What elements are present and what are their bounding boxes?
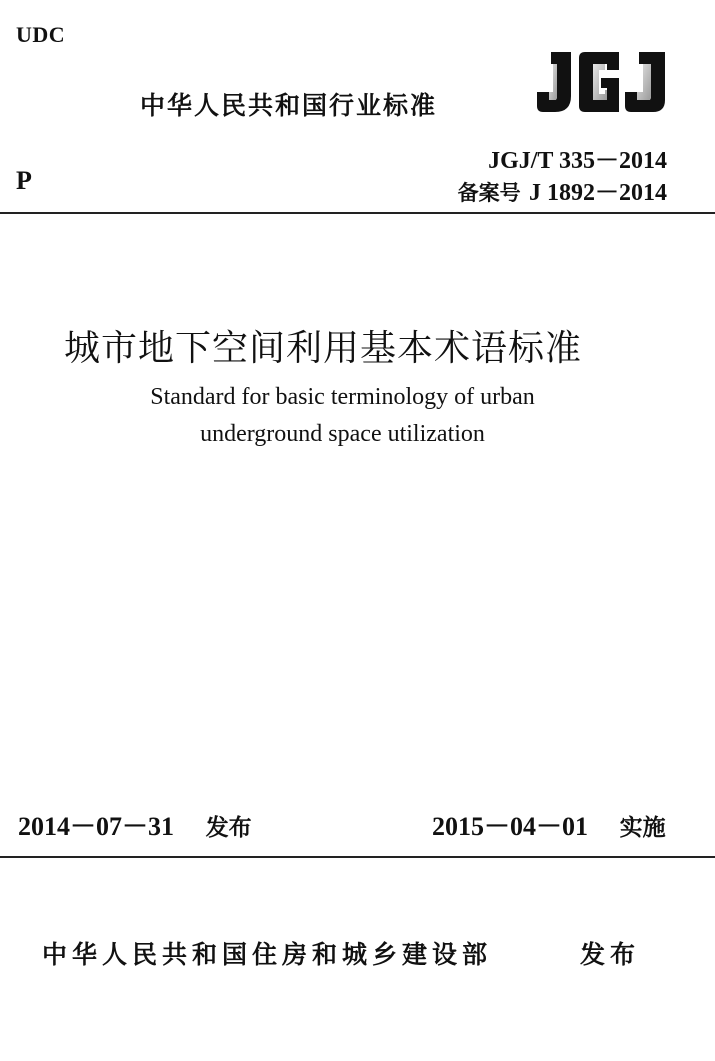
issue-date-block xyxy=(18,806,252,843)
record-number-line xyxy=(458,172,667,207)
issue-date: 2014－07－31 xyxy=(18,812,175,841)
publisher-name: 中华人民共和国住房和城乡建设部 xyxy=(42,940,493,969)
implement-date-block xyxy=(432,806,666,843)
record-label: 备案号 xyxy=(457,181,521,205)
publisher-verb: 发布 xyxy=(580,940,641,969)
jgj-logo-icon xyxy=(533,50,671,114)
chinese-title: 城市地下空间利用基本术语标准 xyxy=(64,328,583,369)
implement-label: 实施 xyxy=(619,815,666,841)
classification-code: P xyxy=(16,166,32,195)
implement-date: 2015－04－01 xyxy=(432,812,589,841)
footer-divider xyxy=(0,856,715,858)
udc-label: UDC xyxy=(16,22,66,47)
english-title-line1: Standard for basic terminology of urban xyxy=(150,384,535,410)
record-number: J 1892－2014 xyxy=(529,180,667,206)
issue-label: 发布 xyxy=(205,815,252,841)
jgj-logo xyxy=(533,50,671,114)
english-title-line2: underground space utilization xyxy=(200,421,485,447)
header-divider xyxy=(0,212,715,214)
industry-standard-heading: 中华人民共和国行业标准 xyxy=(140,91,438,120)
standard-number: JGJ/T 335－2014 xyxy=(488,148,667,174)
